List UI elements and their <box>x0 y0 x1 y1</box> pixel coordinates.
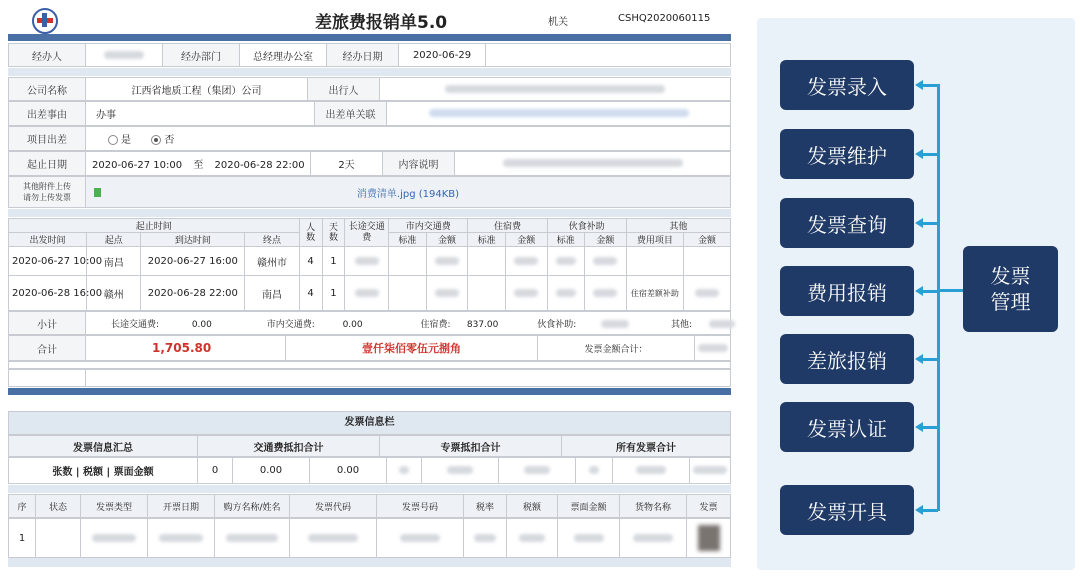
nav-expense-reimburse[interactable]: 费用报销 <box>780 266 914 316</box>
col-number: 发票号码 <box>377 495 464 518</box>
col-no: 序 <box>9 495 36 518</box>
col-date: 开票日期 <box>148 495 215 518</box>
company-row <box>8 77 731 101</box>
subtotal-row <box>8 311 731 335</box>
city-value: 0.00 <box>342 319 363 330</box>
long-value: 0.00 <box>191 319 212 330</box>
radio-yes[interactable] <box>108 135 118 145</box>
transport-label: 交通费抵扣合计 <box>198 436 380 457</box>
handler-label: 经办人 <box>9 44 86 67</box>
company-value[interactable]: 江西省地质工程（集团）公司 <box>86 78 308 101</box>
hub-line-1: 发票 <box>990 264 1031 288</box>
opt-yes-label: 是 <box>121 135 131 146</box>
invoice-summary-head <box>8 435 731 457</box>
th-std1: 标准 <box>389 233 427 247</box>
long-label: 长途交通费: <box>110 319 159 330</box>
th-std3: 标准 <box>547 233 585 247</box>
attach-label-2: 请勿上传发票 <box>23 193 71 202</box>
project-label: 项目出差 <box>9 127 86 151</box>
arrow-icon <box>915 422 923 432</box>
period-label: 起止日期 <box>9 152 86 176</box>
th-amt3: 金额 <box>585 233 627 247</box>
table-row[interactable] <box>9 247 731 276</box>
th-long: 长途交通费 <box>345 219 389 247</box>
arrow-icon <box>915 149 923 159</box>
th-amt1: 金额 <box>426 233 468 247</box>
cell-people: 4 <box>299 276 322 311</box>
invoice-list-head <box>8 494 731 518</box>
nav-invoice-maintain[interactable]: 发票维护 <box>780 129 914 179</box>
nav-invoice-query[interactable]: 发票查询 <box>780 198 914 248</box>
other-label: 其他: <box>670 319 692 330</box>
nav-invoice-issue[interactable]: 发票开具 <box>780 485 914 535</box>
th-days: 天数 <box>322 219 345 247</box>
total-words: 壹仟柒佰零伍元捌角 <box>362 342 461 355</box>
trip-table <box>8 218 731 311</box>
cell-from: 赣州 <box>87 276 141 311</box>
link-value[interactable] <box>387 102 731 126</box>
form-top-bar <box>8 34 731 41</box>
company-label: 公司名称 <box>9 78 86 101</box>
project-options <box>86 127 731 151</box>
arrow-icon <box>915 286 923 296</box>
form-title: 差旅费报销单5.0 <box>315 13 448 33</box>
th-people: 人数 <box>299 219 322 247</box>
count-label: 张数 | 税额 | 票面金额 <box>9 458 198 484</box>
table-row[interactable] <box>9 519 731 558</box>
reason-value[interactable]: 办事 <box>86 102 315 126</box>
invoice-panel <box>8 411 731 435</box>
cell-from: 南昌 <box>87 247 141 276</box>
connector-vertical <box>937 84 940 511</box>
arrow-icon <box>915 505 923 515</box>
period-end: 2020-06-28 22:00 <box>214 160 305 171</box>
total-value: 1,705.80 <box>152 341 212 355</box>
project-row <box>8 126 731 151</box>
content-value[interactable] <box>455 152 731 176</box>
nav-invoice-entry[interactable]: 发票录入 <box>780 60 914 110</box>
invoice-list-row <box>8 518 731 558</box>
dept-label: 经办部门 <box>163 44 240 67</box>
col-code: 发票代码 <box>290 495 377 518</box>
date-label: 经办日期 <box>327 44 399 67</box>
th-amt4: 金额 <box>683 233 730 247</box>
traveler-label: 出行人 <box>308 78 380 101</box>
th-hotel: 住宿费 <box>468 219 547 233</box>
doc-number: CSHQ2020060115 <box>618 13 711 24</box>
cell-days: 1 <box>322 247 345 276</box>
cell-depart: 2020-06-27 10:00 <box>9 247 87 276</box>
attach-file-name[interactable]: 消费清单.jpg (194KB) <box>356 188 460 200</box>
reason-label: 出差事由 <box>9 102 86 126</box>
attach-row <box>8 176 731 208</box>
col-invoice: 发票 <box>687 495 731 518</box>
opt-no-label: 否 <box>164 135 175 146</box>
cell-depart: 2020-06-28 16:00 <box>9 276 87 311</box>
th-other: 其他 <box>626 219 730 233</box>
table-row[interactable] <box>9 276 731 311</box>
th-depart: 出发时间 <box>9 233 87 247</box>
cell-people: 4 <box>299 247 322 276</box>
city-label: 市内交通费: <box>266 319 315 330</box>
invoice-total-label: 发票金额合计： <box>538 336 695 361</box>
all-label: 所有发票合计 <box>562 436 731 457</box>
attach-file[interactable] <box>86 177 731 208</box>
content-label: 内容说明 <box>383 152 455 176</box>
handler-row <box>8 43 731 67</box>
reason-row <box>8 101 731 126</box>
connector-hub <box>937 289 963 292</box>
dept-value[interactable]: 总经理办公室 <box>240 44 327 67</box>
th-amt2: 金额 <box>505 233 547 247</box>
th-city: 市内交通费 <box>389 219 468 233</box>
col-status: 状态 <box>36 495 81 518</box>
cell-item <box>626 247 683 276</box>
invoice-panel-title: 发票信息栏 <box>344 417 395 428</box>
meal-label: 伙食补助: <box>537 319 577 330</box>
t-count: 0 <box>198 458 233 484</box>
link-label: 出差单关联 <box>315 102 387 126</box>
col-goods: 货物名称 <box>620 495 687 518</box>
col-tax: 税额 <box>507 495 558 518</box>
nav-invoice-verify[interactable]: 发票认证 <box>780 402 914 452</box>
traveler-value[interactable] <box>380 78 731 101</box>
th-to: 终点 <box>245 233 299 247</box>
hotel-value: 837.00 <box>466 319 499 330</box>
cell-to: 赣州市 <box>245 247 299 276</box>
arrow-icon <box>915 354 923 364</box>
col-buyer: 购方名称/姓名 <box>215 495 290 518</box>
total-label: 合计 <box>9 336 86 361</box>
attach-label-1: 其他附件上传 <box>23 182 71 191</box>
row-no: 1 <box>9 519 36 558</box>
hub-line-2: 管理 <box>990 290 1031 314</box>
cell-to: 南昌 <box>245 276 299 311</box>
handler-value <box>86 44 163 67</box>
arrow-icon <box>915 218 923 228</box>
t-amount: 0.00 <box>310 458 387 484</box>
invoice-summary-row <box>8 457 731 484</box>
hotel-label: 住宿费: <box>420 319 451 330</box>
cell-arrive: 2020-06-28 22:00 <box>141 276 245 311</box>
period-start: 2020-06-27 10:00 <box>92 160 183 171</box>
th-arrive: 到达时间 <box>141 233 245 247</box>
period-row <box>8 151 731 176</box>
cell-item: 住宿差额补助 <box>626 276 683 311</box>
col-type: 发票类型 <box>81 495 148 518</box>
th-period: 起止时间 <box>9 219 300 233</box>
date-value[interactable]: 2020-06-29 <box>399 44 486 67</box>
invoice-thumbnail[interactable] <box>687 519 731 558</box>
total-row <box>8 335 731 361</box>
period-range[interactable] <box>86 152 311 176</box>
period-days: 2天 <box>311 152 383 176</box>
org-label: 机关 <box>548 17 568 28</box>
t-tax: 0.00 <box>233 458 310 484</box>
company-logo-icon <box>32 8 58 34</box>
file-icon <box>94 188 101 197</box>
radio-no[interactable] <box>151 135 161 145</box>
subtotal-label: 小计 <box>9 312 86 335</box>
col-amount: 票面金额 <box>558 495 620 518</box>
th-meal: 伙食补助 <box>547 219 626 233</box>
th-from: 起点 <box>87 233 141 247</box>
summary-label: 发票信息汇总 <box>9 436 198 457</box>
nav-travel-reimburse[interactable]: 差旅报销 <box>780 334 914 384</box>
special-label: 专票抵扣合计 <box>380 436 562 457</box>
cell-arrive: 2020-06-27 16:00 <box>141 247 245 276</box>
period-to: 至 <box>193 160 204 171</box>
cell-days: 1 <box>322 276 345 311</box>
arrow-icon <box>915 80 923 90</box>
form-bottom-bar <box>8 388 731 395</box>
col-rate: 税率 <box>464 495 507 518</box>
th-std2: 标准 <box>468 233 506 247</box>
th-item: 费用项目 <box>626 233 683 247</box>
hub-invoice-management[interactable] <box>963 246 1058 332</box>
